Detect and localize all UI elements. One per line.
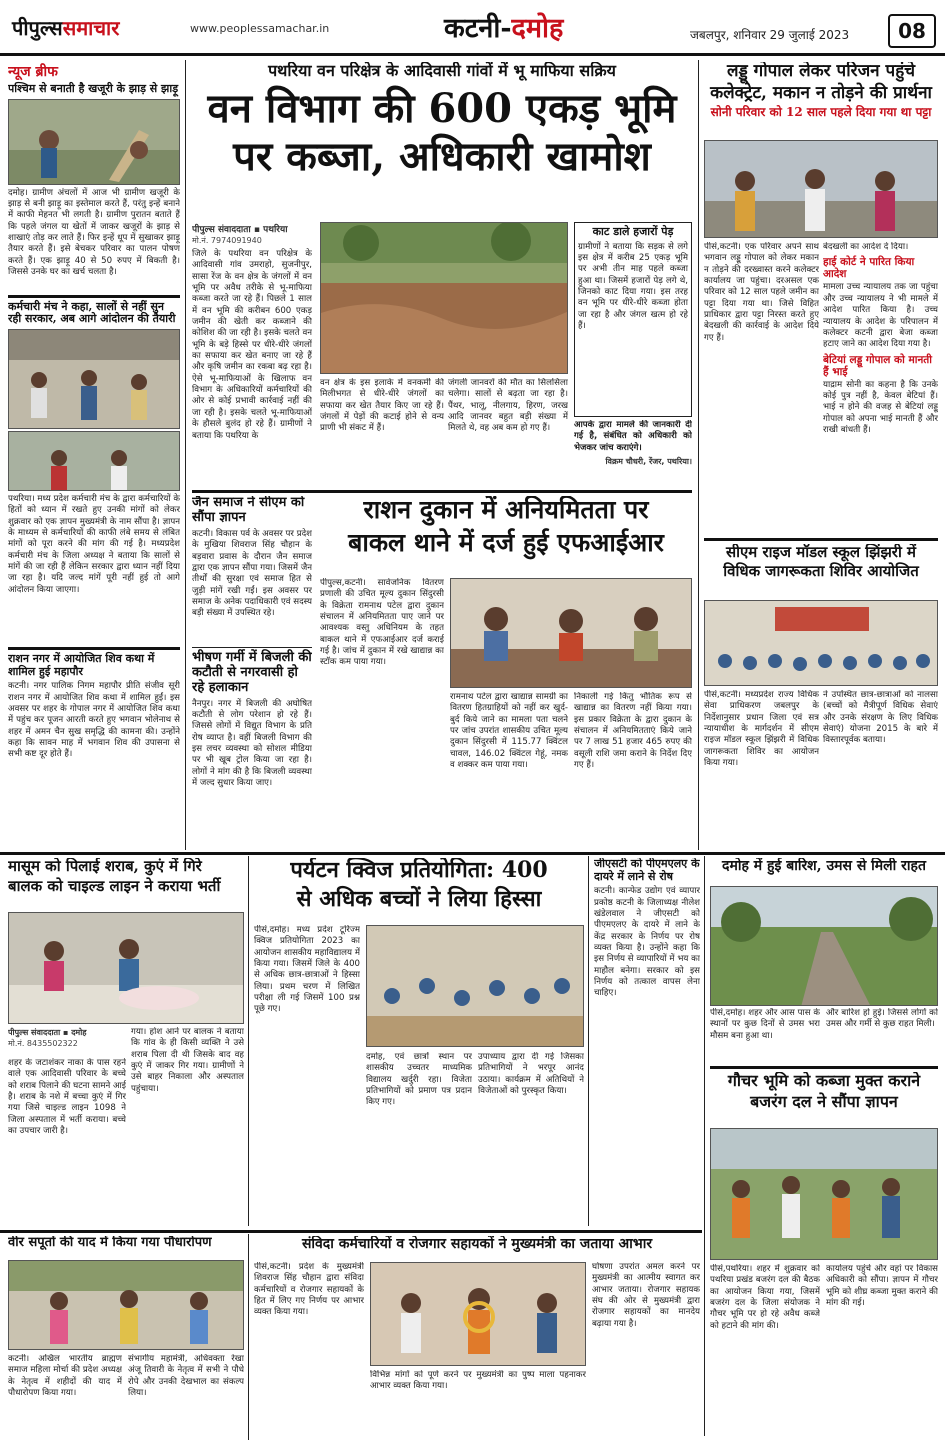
cmrise-column-2 xyxy=(823,690,938,848)
column-rule xyxy=(698,60,699,850)
cmrise-headline: विधिक जागरूकता शिविर आयोजित xyxy=(723,562,919,581)
lead-kicker: पथरिया वन परिक्षेत्र के आदिवासी गांवों में भू माफिया सक्रिय xyxy=(268,62,616,80)
rain-body: और बारिश हो हुई। जिससे लोगों को उमस और गर्मी से कुछ राहत मिली। xyxy=(826,1008,938,1030)
gochar-column-2 xyxy=(826,1264,938,1440)
lead-body: वन क्षेत्र के इस इलाके में वनकर्मी की मिलीभगत से धीरे-धीरे जंगलों का सफाया कर खेत तैयार किए जा रहे हैं। जंगलों में पेड़ों की कटाई होने से वन्य प्राणी भी संकट में हैं। xyxy=(320,378,444,434)
laddu-column-2 xyxy=(823,242,938,534)
lead-headline-block xyxy=(192,62,692,232)
plantation-photo xyxy=(8,1260,244,1350)
brief-body: कटनी। नगर पालिक निगम महापौर प्रीति संजीव सूरी राशन नगर में आयोजित शिव कथा में शामिल हुईं। इस अवसर पर शहर के गोपाल नगर में आयोजित शिव कथा में पहुंच कर पूजन आरती करते हुए भगवान भोलेनाथ से शहर में अमन चैन सुख समृद्धि की कामना की। उन्होंने कहा कि सावन माह में भगवान शिव की उपासना से सभी कष्ट दूर होते हैं। xyxy=(8,681,180,760)
gochar-headline: गौचर भूमि को कब्जा मुक्त कराने xyxy=(727,1072,921,1090)
gst-headline: जीएसटी को पीएमएलए के दायरे में लाने से रोष xyxy=(594,858,700,883)
divider xyxy=(704,538,938,541)
samvida-body: विभिन्न मांगों को पूर्ण करने पर मुख्यमंत्री का पुष्प माला पहनाकर आभार व्यक्त किया गया। xyxy=(370,1370,586,1392)
byline-mobile: मो.नं. 8435502322 xyxy=(8,1039,78,1048)
masthead xyxy=(0,0,945,56)
cmrise-headline: सीएम राइज मॉडल स्कूल झिंझरी में xyxy=(725,544,917,561)
veer-column-1 xyxy=(8,1354,122,1440)
ration-body: रामनाथ पटेल द्वारा खाद्यान्न सामग्री का वितरण हितग्राहियों को नहीं कर खुर्द-बुर्द किये जाने का मामला पता चलने पर जांच उपरांत शासकीय उचित मूल्य दुकान सिंदुरसी में 115.77 क्विंटल चावल, 146.02 क्विंटल गेहूं, नमक व शक्कर कम पाया गया। xyxy=(450,692,568,771)
samvida-column-3 xyxy=(592,1262,700,1440)
quiz-body: उपाध्याय द्वारा दी गई जिसका प्रतिभागियों ने भरपूर आनंद उठाया। कार्यक्रम में अतिथियों ने विजेताओं को पुरस्कृत किया। xyxy=(478,1052,584,1097)
brief-headline: राशन नगर में आयोजित शिव कथा में शामिल हुई महापौर xyxy=(8,651,155,678)
ration-column-3 xyxy=(574,692,692,848)
brief-body: दमोह। ग्रामीण अंचलों में आज भी ग्रामीण खजूरी के झाड़ से बनी झाड़ू का इस्तेमाल करते हैं, परंतु इन्हें बनाने में काफी मेहनत भी लगती है। ग्रामीण पुरातन बताते हैं कि पहले जंगल या खेतों में जाकर खजूरों के झाड़ से शाखाएं तोड़ कर लाते हैं। फिर इन्हें धूप में सुखाकर झाड़ू तैयार करते हैं। इसे बेचकर परिवार का पालन पोषण करते हैं। एक झाड़ू 40 से 50 रुपए में बिकती है। जिससे उनके घर का खर्च चलता है। xyxy=(8,187,180,278)
veer-headline: वीर सपूतों की याद में किया गया पौधारोपण xyxy=(8,1236,212,1250)
lead-column-2 xyxy=(320,378,444,488)
brand-logo: पीपुल्ससमाचार xyxy=(12,16,120,40)
jain-story xyxy=(192,496,312,848)
quiz-headline-block xyxy=(254,858,584,922)
column-rule xyxy=(588,856,589,1226)
quiz-headline: पर्यटन क्विज प्रतियोगिता: 400 xyxy=(290,858,548,883)
laddu-body: मामला उच्च न्यायालय तक जा पहुंचा और उच्च न्यायालय ने भी मामले में आदेश पारित किया है। उच्च न्यायालय के आदेश के परिपालन में कलेक्टर कटनी द्वारा बेजा कब्जा हटाए जाने का आदेश दिया गया है। xyxy=(823,282,938,350)
quiz-body: पीसं,दमोह। मध्य प्रदेश टूरिज्म क्विज प्रतियोगिता 2023 का आयोजन शासकीय महाविद्यालय में किया गया। जिसमें जिले के 400 से अधिक छात्र-छात्राओं ने हिस्सा लिया। प्रथम चरण में लिखित परीक्षा ली गई जिसमें 100 प्रश्न पूछे गए। xyxy=(254,925,360,1015)
ration-headline-block xyxy=(320,496,692,576)
brief-headline: पश्चिम से बनाती है खजूरी के झाड़ से झाड़ू xyxy=(8,82,179,95)
rain-column-2 xyxy=(826,1008,938,1064)
gst-body: कटनी। कान्फेड उद्योग एवं व्यापार प्रकोष्ठ कटनी के जिलाध्यक्ष नीलेश खंडेलवाल ने जीएसटी को पीएमएलए के दायरे में लाने के केंद्र सरकार के निर्णय पर रोष व्यक्त किया है। उन्होंने कहा कि इस निर्णय से व्यापारियों में भय का माहौल बनेगा। सरकार को इस निर्णय को तत्काल वापस लेना चाहिए। xyxy=(594,886,700,999)
samvida-headline: संविदा कर्मचारियों व रोजगार सहायकों ने मुख्यमंत्री का जताया आभार xyxy=(301,1236,653,1252)
laddu-headline: कलेक्ट्रेट, मकान न तोड़ने की प्रार्थना xyxy=(710,82,932,103)
lead-body: जंगली जानवरों की मौत का सिलसिला चलेगा। सालों से बढ़ता जा रहा है। पैंथर, भालू, नीलगाय, हिरण, जरख आदि जानवर बहुत बड़ी संख्या में मिलते थे, वह अब कम हो गए हैं। xyxy=(448,378,568,434)
byline: पीपुल्स संवाददाता ▪ पथरिया xyxy=(192,225,288,235)
gochar-headline-block xyxy=(710,1072,938,1126)
masoom-column-1 xyxy=(8,1058,126,1228)
rain-column-1 xyxy=(710,1008,820,1064)
child-hospital-photo xyxy=(8,912,244,1024)
samvida-headline-block xyxy=(254,1236,700,1258)
quiz-hall-photo xyxy=(366,925,584,1047)
gochar-headline: बजरंग दल ने सौंपा ज्ञापन xyxy=(750,1092,898,1112)
samvida-column-1 xyxy=(254,1262,364,1440)
lead-headline: पर कब्जा, अधिकारी खामोश xyxy=(233,133,651,181)
lead-column-3 xyxy=(448,378,568,488)
veer-headline-block xyxy=(8,1236,244,1258)
quiz-headline: से अधिक बच्चों ने लिया हिस्सा xyxy=(296,886,542,913)
gochar-body: पीसं,पथरिया। शहर में शुक्रवार को पथरिया प्रखंड बजरंग दल की बैठक का आयोजन किया गया, जिसमें बजरंग दल के जिला संयोजक ने गौचर भूमि पर हो रहे अवैध कब्जे को हटाने की मांग की। xyxy=(710,1264,820,1331)
ration-headline: बाकल थाने में दर्ज हुई एफआईआर xyxy=(348,527,664,557)
divider xyxy=(0,1230,702,1233)
samvida-body: घोषणा उपरांत अमल करने पर मुख्यमंत्री का आत्मीय स्वागत कर आभार जताया। रोजगार सहायक संघ की ओर से मुख्यमंत्री द्वारा रोजगार सहायकों का मानदेय बढ़ाया गया है। xyxy=(592,1262,700,1329)
protest-photo xyxy=(8,329,180,429)
rain-headline-block xyxy=(710,858,938,884)
rain-road-photo xyxy=(710,886,938,1006)
masoom-headline: मासूम को पिलाई शराब, कुएं में गिरे xyxy=(8,858,202,875)
cmrise-body: ने उपस्थित छात्र-छात्राओं को नालसा (बच्चों को मैत्रीपूर्ण विधिक सेवाएं और उनके संरक्षण के लिए विधिक सेवाएं) योजना 2015 के बारे में विस्तारपूर्वक बताया। xyxy=(823,690,938,746)
divider xyxy=(0,852,945,855)
laddu-subhead: सोनी परिवार को 12 साल पहले दिया गया था पट्टा xyxy=(710,105,932,120)
gst-story xyxy=(594,858,700,1226)
lead-column-1 xyxy=(192,222,312,487)
section-title: कटनी-दमोह xyxy=(444,13,564,44)
protest-photo-2 xyxy=(8,431,180,491)
ration-body: पीपुल्स,कटनी। सार्वजनिक वितरण प्रणाली की उचित मूल्य दुकान सिंदुरसी के विक्रेता रामनाथ पटेल द्वारा दुकान संचालन में अनियमितता पाए जाने पर आवश्यक वस्तु अधिनियम के तहत बाकल थाने में एफआईआर दर्ज कराई गई है। जांच में दुकान में रखे खाद्यान्न का स्टॉक कम पाया गया। xyxy=(320,578,444,668)
quiz-body: दमोह, एवं छात्रों स्थान पर शासकीय उच्चतर माध्यमिक विद्यालय खर्दुरी रहा। विजेता प्रतिभागियों को प्रमाण पत्र प्रदान किए गए। xyxy=(366,1052,472,1108)
news-brief xyxy=(8,62,180,852)
ration-body: निकाली गई किंतु भौतिक रूप से खाद्यान्न का वितरण नहीं किया गया। इस प्रकार विक्रेता के द्वारा दुकान के संचालन में अनियमितताएं किये जाने पर 7 लाख 51 हजार 465 रुपए की वसूली राशि जमा कराने के निर्देश दिए गए हैं। xyxy=(574,692,692,771)
heat-headline: भीषण गर्मी में बिजली की कटौती से नगरवासी हो रहे हलाकान xyxy=(192,649,312,695)
masoom-headline-block xyxy=(8,858,244,912)
veer-column-2 xyxy=(128,1354,244,1440)
page-number: 08 xyxy=(888,14,936,48)
laddu-family-photo xyxy=(704,140,938,238)
sidebar-box-title: काट डाले हजारों पेड़ xyxy=(592,225,674,238)
byline-mobile: मो.नं. 7974091940 xyxy=(192,236,262,245)
jain-body: कटनी। विकास पर्व के अवसर पर प्रदेश के मुखिया शिवराज सिंह चौहान के बड़वारा प्रवास के दौरान जैन समाज द्वारा एक ज्ञापन सौंपा गया। जिसमें जैन तीर्थों की सुरक्षा एवं समाज हित से जुड़ी मांगें रखी गईं। इस अवसर पर समाज के अनेक पदाधिकारी एवं सदस्य बड़ी संख्या में उपस्थित रहे। xyxy=(192,528,312,619)
masoom-headline: बालक को चाइल्ड लाइन ने कराया भर्ती xyxy=(8,877,221,896)
ration-headline: राशन दुकान में अनियमितता पर xyxy=(363,496,649,524)
samvida-felicitation-photo xyxy=(370,1262,586,1366)
official-quote xyxy=(574,420,692,486)
samvida-column-2 xyxy=(370,1370,586,1440)
masoom-column-2 xyxy=(131,1027,244,1228)
brief-headline: कर्मचारी मंच ने कहा, सालों से नहीं सुन रही सरकार, अब आगे आंदोलन की तैयारी xyxy=(8,299,176,326)
laddu-subhead: हाई कोर्ट ने पारित किया आदेश xyxy=(823,256,915,281)
column-rule xyxy=(248,1234,249,1440)
gochar-column-1 xyxy=(710,1264,820,1440)
quote-attribution: विक्रम चौधरी, रेंजर, पथरिया। xyxy=(605,457,692,467)
dateline: जबलपुर, शनिवार 29 जुलाई 2023 xyxy=(690,28,850,42)
sidebar-box-body: ग्रामीणों ने बताया कि सड़क से लगे इस क्षेत्र में करीब 25 एकड़ भूमि पर अभी तीन माह पहले कब्जा हुआ था। जिसमें हजारों पेड़ लगे थे, जिनको काट दिया गया। इस तरह वन भूमि पर धीरे-धीरे कब्जा होता जा रहा है और जंगल खत्म हो रहे हैं। xyxy=(578,241,688,332)
bajrang-dal-photo xyxy=(710,1128,938,1260)
divider xyxy=(192,490,692,493)
quote-text: आपके द्वारा मामले की जानकारी दी गई है, संबंधित को अधिकारी को भेजकर जांच कराएंगे। xyxy=(574,420,692,453)
heat-body: नैनपुर। नगर में बिजली की अघोषित कटौती से लोग परेशान हो रहे हैं। जिससे लोगों में विद्युत विभाग के प्रति रोष व्याप्त है। वहीं बिजली विभाग की इस लचर व्यवस्था को सोशल मीडिया पर भी खूब ट्रोल किया जा रहा है। लोगों ने मांग की है कि बिजली व्यवस्था में जल्द सुधार किया जाए। xyxy=(192,698,312,789)
masoom-body: शहर के जटाशंकर नाका के पास रहने वाले एक आदिवासी परिवार के बच्चे को शराब पिलाने की घटना सामने आई है। शराब के नशे में बच्चा कुएं में गिर गया जिसे चाइल्ड लाइन 1098 ने जिला अस्पताल में भर्ती कराया। बच्चे का उपचार जारी है। xyxy=(8,1058,126,1137)
rain-body: पीसं,दमोह। शहर और आस पास के स्थानों पर कुछ दिनों से उमस भरा मौसम बना हुआ था। xyxy=(710,1008,820,1041)
ration-column-2 xyxy=(450,692,568,848)
legal-camp-photo xyxy=(704,600,938,686)
rain-headline: दमोह में हुई बारिश, उमस से मिली राहत xyxy=(722,858,926,874)
laddu-column-1 xyxy=(704,242,819,534)
website-url[interactable]: www.peoplessamachar.in xyxy=(190,22,330,35)
laddu-headline: लड्डू गोपाल लेकर परिजन पहुंचे xyxy=(726,62,916,81)
laddu-headline-block xyxy=(704,62,938,142)
news-brief-tag: न्यूज ब्रीफ xyxy=(8,64,58,80)
lead-body: जिले के पथरिया वन परिक्षेत्र के आदिवासी गांव उमराहो, सुजनीपुर, सासा रेंज के वन क्षेत्र के जंगलों में वन भूमि पर अवैध तरीके से भू-माफिया कब्जा करते जा रहे हैं। पिछले 1 साल में वन भूमि की करीबन 600 एकड़ जमीन की खेती कर कब्जाने की कोशिश की जा रही है। इसके चलते वन भूमि के बड़े हिस्से पर धीरे-धीरे जंगलों का सफाया कर खेत बनाए जा रहे हैं और कृषि जमीन का रकबा बढ़ रहा है। ऐसे भू-माफियाओं के खिलाफ वन विभाग के अधिकारियों कर्मचारियों की ओर से कोई प्रभावी कार्रवाई नहीं की जा रही है। इसके चलते भू-माफियाओं के हौसले बुलंद हो रहे हैं। ग्रामीणों ने बताया कि पथरिया के xyxy=(192,249,312,441)
quiz-column-2 xyxy=(366,1052,472,1226)
laddu-body: याद्राम सोनी का कहना है कि उनके कोई पुत्र नहीं है, केवल बेटियां हैं। भाई न होने की वजह से बेटियां लड्डू गोपाल को अपना भाई मानती हैं और राखी बांधती हैं। xyxy=(823,379,938,436)
quiz-column-1 xyxy=(254,925,360,1225)
cmrise-column-1 xyxy=(704,690,819,848)
ration-column-1 xyxy=(320,578,444,848)
laddu-body: पीसं,कटनी। एक परिवार अपने साथ भगवान लड्डू गोपाल को लेकर मकान न तोड़ने की दरख्वास्त करने कलेक्टर कार्यालय जा पहुंचा। दरअसल एक परिवार को 12 साल पहले जमीन का पट्टा दिया गया था। जिसे विहित प्राधिकार द्वारा पट्टा निरस्त करते हुए बेदखली की कार्रवाई के आदेश दिये गए हैं। xyxy=(704,242,819,343)
laddu-subhead: बेटियां लड्डू गोपाल को मानती हैं भाई xyxy=(823,353,932,378)
cmrise-headline-block xyxy=(704,544,938,602)
lead-headline: वन विभाग की 600 एकड़ भूमि xyxy=(207,85,677,133)
veer-body: संभागीय महामंत्री, अधिवक्ता रेखा अंजू तिवारी के नेतृत्व में सभी ने पौधे रोपे और उनकी देखभाल का संकल्प लिया। xyxy=(128,1354,244,1399)
column-rule xyxy=(704,856,705,1436)
ration-shop-photo xyxy=(450,578,692,688)
masoom-byline: पीपुल्स संवाददाता ▪ दमोह मो.नं. 8435502322 xyxy=(8,1027,128,1053)
samvida-body: पीसं,कटनी। प्रदेश के मुख्यमंत्री शिवराज सिंह चौहान द्वारा संविदा कर्मचारियों व रोजगार सहायकों के हित में लिए गए निर्णय पर आभार व्यक्त किया गया। xyxy=(254,1262,364,1318)
veer-body: कटनी। अखिल भारतीय ब्राह्मण समाज महिला मोर्चा की प्रदेश अध्यक्ष के नेतृत्व में शहीदों की याद में पौधारोपण किया गया। xyxy=(8,1354,122,1399)
masoom-body: गया। होश आने पर बालक ने बताया कि गांव के ही किसी व्यक्ति ने उसे शराब पिला दी थी जिसके बाद वह कुएं में जाकर गिर गया। ग्रामीणों ने उसे बाहर निकाला और अस्पताल पहुंचाया। xyxy=(131,1027,244,1094)
sidebar-box xyxy=(574,222,692,417)
cmrise-body: पीसं,कटनी। मध्यप्रदेश राज्य विधिक सेवा प्राधिकरण जबलपुर के निर्देशानुसार प्रधान जिला एवं सत्र न्यायाधीश के मार्गदर्शन में सीएम राइज मॉडल स्कूल झिंझरी में विधिक जागरूकता शिविर का आयोजन किया गया। xyxy=(704,690,819,769)
quiz-column-3 xyxy=(478,1052,584,1226)
gochar-body: कार्यालय पहुंचे और वहां पर विकास अधिकारी को सौंपा। ज्ञापन में गौचर भूमि को शीघ्र कब्जा मुक्त कराने की मांग की गई। xyxy=(826,1264,938,1309)
column-rule xyxy=(185,60,186,850)
broom-photo xyxy=(8,99,180,185)
laddu-body: बेदखली का आदेश दे दिया। xyxy=(823,242,909,252)
column-rule xyxy=(248,856,249,1226)
forest-land-photo xyxy=(320,222,568,374)
jain-headline: जैन समाज ने सीएम को सौंपा ज्ञापन xyxy=(192,496,305,525)
divider xyxy=(710,1066,938,1069)
brief-body: पथरिया। मध्य प्रदेश कर्मचारी मंच के द्वारा कर्मचारियों के हितों को ध्यान में रखते हुए उनकी मांगों को लेकर शुक्रवार को एक ज्ञापन मुख्यमंत्री के नाम सौंपा है। ज्ञापन के माध्यम से कर्मचारियों की काफी लंबे समय से लंबित मांगों को पूरा करने की मांग की गई है। मध्यप्रदेश कर्मचारी मंच के जिला अध्यक्ष ने बताया कि सालों से मांगें की जा रही हैं लेकिन सरकार द्वारा ध्यान नहीं दिया जा रहा है। यदि जल्द मांगें पूरी नहीं हुई तो आगे आंदोलन किया जाएगा। xyxy=(8,493,180,595)
